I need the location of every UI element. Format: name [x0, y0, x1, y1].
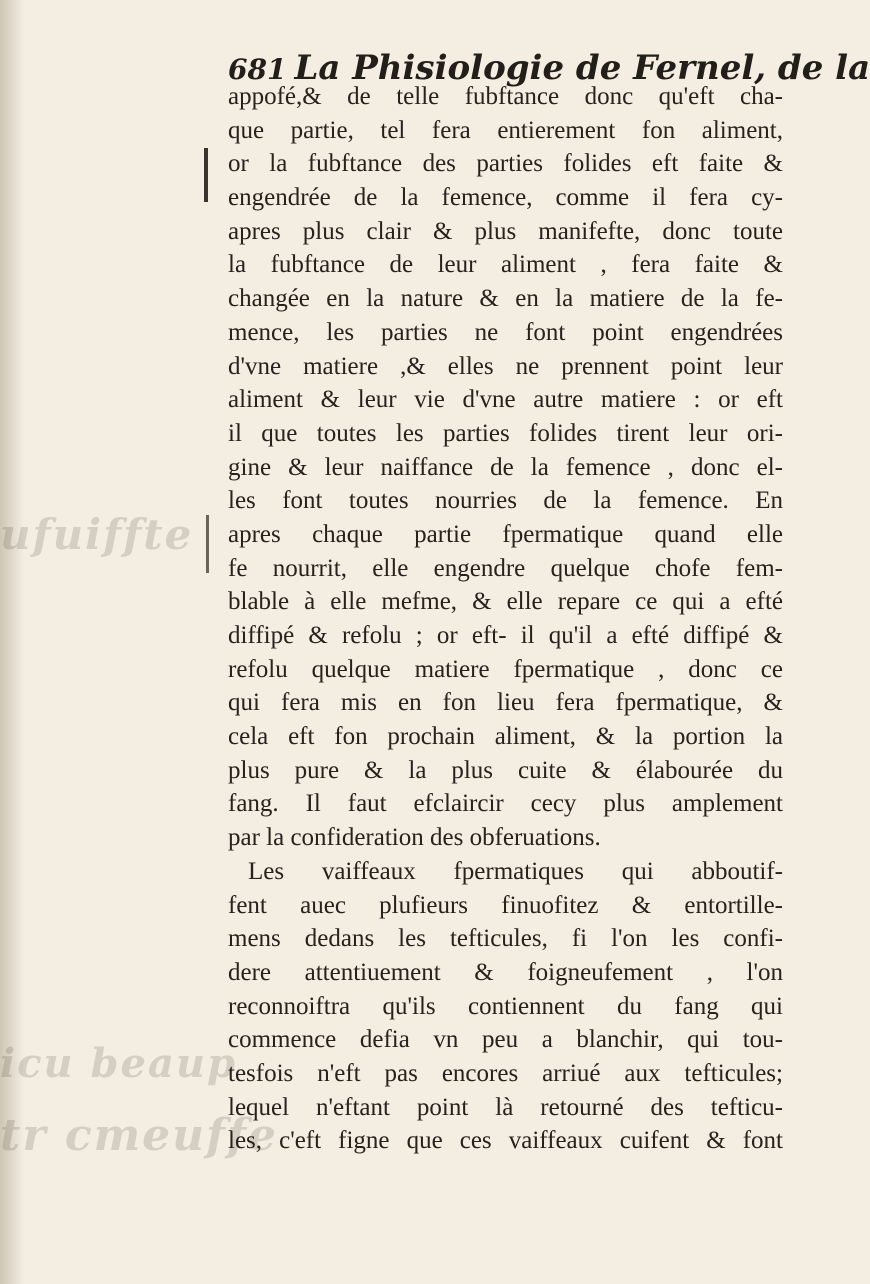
text-line: que partie, tel fera entierement fon aliment, [228, 116, 783, 144]
body-text [228, 80, 783, 1158]
text-line: cela eft fon prochain aliment, & la portion la [228, 723, 783, 751]
text-line: blable à elle mefme, & elle repare ce qui a efté [228, 588, 783, 616]
text-line: fent auec plufieurs finuofitez & entortille- [228, 891, 783, 919]
bleed-through-text: tr cmeuffe [0, 1110, 279, 1161]
margin-mark [204, 148, 208, 202]
text-line: gine & leur naiffance de la femence , donc el- [228, 453, 783, 481]
text-line: engendrée de la femence, comme il fera cy- [228, 184, 783, 212]
text-line: par la confideration des obferuations. [228, 824, 601, 852]
text-line: refolu quelque matiere fpermatique , donc ce [228, 655, 783, 683]
text-line: reconnoiftra qu'ils contiennent du fang qui [228, 992, 783, 1020]
text-line: Les vaiffeaux fpermatiques qui abboutif- [248, 857, 783, 885]
text-line: or la fubftance des parties folides eft faite & [228, 150, 783, 178]
bleed-through-text: icu beaup [0, 1040, 237, 1087]
text-line: appofé,& de telle fubftance donc qu'eft cha- [228, 83, 783, 110]
page-number: 681 [228, 53, 287, 86]
text-line: aliment & leur vie d'vne autre matiere : or eft [228, 386, 783, 414]
text-line: diffipé & refolu ; or eft- il qu'il a efté diffipé & [228, 622, 783, 649]
text-line: il que toutes les parties folides tirent leur ori- [228, 419, 783, 447]
text-line: mence, les parties ne font point engendrées [228, 318, 783, 346]
text-line: fang. Il faut efclaircir cecy plus amplement [228, 790, 783, 818]
margin-mark [206, 515, 209, 573]
bleed-through-text: ufuiffte [0, 510, 194, 559]
text-line: plus pure & la plus cuite & élabourée du [228, 756, 783, 784]
text-line: lequel n'eftant point là retourné des tefticu- [228, 1093, 783, 1121]
text-line: la fubftance de leur aliment , fera faite & [228, 251, 783, 279]
text-line: les font toutes nourries de la femence. En [228, 487, 783, 515]
text-line: tesfois n'eft pas encores arriué aux tefticules; [228, 1059, 783, 1087]
text-line: apres plus clair & plus manifefte, donc toute [228, 217, 783, 245]
page-gutter-shadow [0, 0, 24, 1284]
text-line: les, c'eft figne que ces vaiffeaux cuifent & font [228, 1127, 783, 1155]
text-line: changée en la nature & en la matiere de la fe- [228, 285, 783, 313]
text-line: fe nourrit, elle engendre quelque chofe fem- [228, 554, 783, 582]
text-line: dere attentiuement & foigneufement , l'on [228, 958, 783, 986]
text-line: d'vne matiere ,& elles ne prennent point leur [228, 352, 783, 380]
text-line: qui fera mis en fon lieu fera fpermatique, & [228, 689, 783, 717]
text-line: commence defia vn peu a blanchir, qui tou- [228, 1026, 783, 1054]
running-title: La Phisiologie de Fernel, de la [294, 48, 870, 88]
text-line: apres chaque partie fpermatique quand elle [228, 520, 783, 548]
text-line: mens dedans les tefticules, fi l'on les confi- [228, 925, 783, 953]
